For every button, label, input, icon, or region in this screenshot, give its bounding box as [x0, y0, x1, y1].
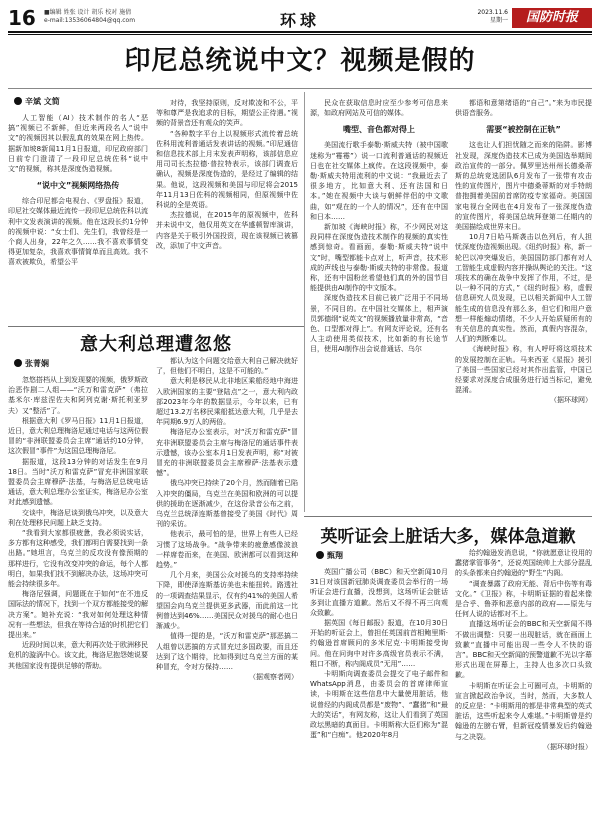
article2-credit: （据观察者网）: [249, 673, 298, 682]
date-info: [438, 9, 508, 25]
article1-column-2: [156, 98, 298, 322]
column-divider: [304, 92, 305, 512]
paragraph: 民众在获取信息时应至少参考可信息来源，如政府网站及可信的媒体。: [310, 99, 448, 118]
article1-subhead-3: 需要“被控制在正轨”: [486, 125, 561, 135]
paragraph: 英国广播公司（BBC）和天空新闻10月31日对该国新冠肺炎调查委员会举行的一场听证会进行直播，没想到，这场听证会脏话多到让直播方道歉。然后又不得不再三向观众致歉。: [310, 568, 448, 617]
article1-column-1: [8, 94, 148, 322]
date-line: 2023.11.6: [477, 9, 508, 16]
paragraph: 都认为这个问题交给意大利自己解决就好了，但他们不明白，这是不可能的。”: [156, 357, 298, 376]
paragraph: 新加坡《海峡时报》称，不少网民对这段同样在深度伪造技术制作的视频的真实性感到惊奇。看画面，泰勒·斯威夫特“说中文”时，嘴型都能卡点对上，听声音，技术形成的声线也与泰勒·斯威夫特的非常像。报道称，还有中国粉丝希望他们真的外的国节目能提供由AI制作的中文版本。: [310, 223, 448, 293]
article1-subhead-1: “说中文”视频网络热传: [36, 181, 120, 191]
article1-credit: （据环球网）: [550, 396, 592, 405]
article3-column-2: [455, 548, 592, 828]
paragraph: 根据意大利《罗马日报》11月1日报道，近日，意大利总理梅洛尼通过电话与这两位假冒的“非洲联盟委员会主席”通话约10分钟，这次假冒“事件”为这国总理梅洛尼。: [8, 416, 148, 456]
paragraph: 都语和意第绪语的“自己”。”来为市民提供语音服务。: [455, 99, 592, 118]
article2-byline: [14, 358, 148, 369]
article1-column-3: [310, 98, 448, 516]
byline-bullet-icon: [14, 97, 22, 105]
paragraph: 俄乌冲突已持续了20个月，然而随着已陷入冲突的僵局，乌克兰在美国和欧洲的可以提供的援助在逐渐减少，在这份录音公布之前，乌克兰总统泽连斯基曾接受了美国《时代》周刊的采访。: [156, 479, 298, 529]
article1-byline-text: 辛斌 文简: [25, 97, 60, 106]
paragraph: 值得一提的是，“沃万和雷克萨”那恶搞二人组曾以恶搞的方式冒充过多国政要，而且还达到了这个期待，比如得到过乌克兰方面的某种冒充，令对方保持……: [156, 632, 298, 672]
paragraph: “调查暴露了政府无能、背后中伤等有毒文化。”《卫报》称，卡明斯证据的看起来像是合乎、鲁莽和恶意内部的政府——原先与任何人说的话都对不上。: [455, 579, 592, 619]
article3-title: 英听证会上脏话大多，媒体急道歉: [320, 527, 576, 547]
paragraph: 据报道，这段13分钟的对话发生在9月18日。当时“沃万和雷克萨”冒充非洲国家联盟委员会主席穆萨·法基，与梅洛尼总统电话通话，意大利总理办公室证实，梅洛尼办公室对此感到遗憾。: [8, 457, 148, 507]
page-number: 16: [8, 6, 36, 30]
article2-top-rule: [8, 326, 304, 327]
article2-byline-text: 张菁娴: [25, 359, 49, 368]
paragraph: 综合印尼都会电视台、《罗盘报》报道，印尼社交媒体最近流传一段印尼总统佐科以流利中文发表演讲的视频。他在这段长约1分钟的视频中说：“女士们、先生们，我曾经是一个商人出身，22年之久……我不喜欢事情变得更加复杂，我喜欢事情简单而且高效。我不喜欢被欺负，希望公平: [8, 197, 148, 267]
article3-column-1: [310, 548, 448, 828]
paragraph: 对待，我坚持原则，反对欺凌和不公，平等和尊严是我追求的目标，期望公正待遇。”视频的背景音还有观众的笑声。: [156, 99, 298, 128]
article1-subhead-2: 嘴型、音色都对得上: [343, 125, 415, 135]
header-rule: [8, 31, 592, 33]
article2-title: 意大利总理遭忽悠: [80, 334, 232, 355]
paragraph: “各种数字平台上以视频形式流传着总统佐科用流利普通话发表讲话的视频。”印尼通信和信息技术部上月末发表声明称，该部信息应用司司长杰拉德·普拉特表示，该部门调查后确认，视频是深度伪造的，是经过了编辑的结果。他说，这段视频和美国与印尼将会2015年11月13日佐科的视频相同，但原视频中佐科说的全是英语。: [156, 129, 298, 210]
headline-rule: [8, 88, 592, 89]
article3-byline: [316, 550, 448, 561]
byline-bullet-icon: [316, 551, 324, 559]
article1-byline: [14, 96, 148, 107]
paragraph: 10月7日哈马斯袭击以色列后，有人担忧深度伪造视频出现。《纽约时报》称，新一轮巴以冲突爆发后，美国国防部门都有对人工智能生成虚假内容并操纵舆论的关注。“这项技术的确在战争中发挥了作用，不过，是以一种不同的方式，”《纽约时报》称，虚假信息研究人员发现，已以相关新闻中人工智能生成的信息没有那么多，但它们和用户意想一样能煽动情绪，不少人开始质疑所有的有关信息的真实性。然而，真假内容混杂，人们的判断难以。: [455, 233, 592, 344]
paragraph: “我看到大家都很疲惫，我必须说实话，多方都有这种感受，我们都明白需要找到一条出路。”她坦言，乌克兰的反攻没有像预期的那样进行，它没有改变冲突的命运，每个人都明白，如果我们找不到解决办法，这场冲突可能会持续很多年。: [8, 529, 148, 589]
byline-bullet-icon: [14, 359, 22, 367]
paragraph: 给约翰逊发消息说，“你就愿意让役用的蠢猪掌管事务”，还说英国统帅上大部分混乱的头条都来自约翰逊的“野生”内阁。: [455, 549, 592, 578]
article3-top-rule: [304, 516, 592, 517]
paragraph: 意大利是移民从北非地区乘船经地中海进入欧洲国家的主要“登陆点”之一，意大利内政部2023年今年的数据显示，今年以来，已有超过13.2万名移民乘船抵达意大利，几乎是去年同期6.9万人的两倍。: [156, 377, 298, 427]
email-line: e-mail:13536064804@qq.com: [44, 17, 136, 24]
paragraph: 忽悠搭档从上到发现要的视频，俄罗斯政治恶作剧二人组——“沃万和雷克萨”（弗拉基米尔·库兹涅佐夫和阿列克谢·斯托利亚罗夫）又“整活”了。: [8, 376, 148, 415]
editor-info: [44, 9, 135, 25]
paragraph: 据英国《每日邮报》报道，在10月30日开始的听证会上，曾担任英国前首相鲍里斯·约翰逊首席顾问的多米尼克·卡明斯接受询问。他在问询中对许多高级官员表示不满，粗口不断，称内阁成员“无用”……: [310, 619, 448, 668]
article1-column-4: [455, 98, 592, 518]
paragraph: 近段时间以来，意大利再次处于欧洲移民危机的漩涡中心。该文此，梅洛尼抱怨她说要其他国家没有提供足够的帮助。: [8, 641, 148, 670]
article2-column-2: [156, 356, 298, 828]
paragraph: 人工智能（AI）技术制作的名人“恶搞”视频已不新鲜，但近来两段名人“说中文”的视频因其以假乱真的效果在网上热传。据新加坡8新闻11月1日报道，印尼政府部门日前专门澄清了一段印尼总统佐科“说中文”的视频，称其是深度伪造视频。: [8, 114, 148, 174]
paragraph: 这也让人们担忧随之而来的陷阱。影博社发现，深度伪造技术已成为美国选举期间政治宣传的一部分。佩罗里达州州长德桑蒂斯的总统竞选团队6月发布了一张带有攻击性的宣传图片，图片中德桑蒂斯的对手特朗普抱拥着美国前首席防疫专家福奇。美国国家电视台全网也在4月发布了一张深度伪造的宣传图片，将美国总统拜登第二任期内的美国描绘成世界末日。: [455, 141, 592, 232]
weekday-line: 星期一: [489, 17, 508, 24]
paragraph: 《海峡时报》称，有人呼吁将这项技术的发展控制在正轨。马来西亚《星报》援引了美国一些国家已经对其作出监管，中国已经要求对深度合成服务进行适当标记，避免混淆。: [455, 345, 592, 395]
paragraph: 杰拉德说，在2015年的原视频中，佐科并未说中文，他仅用英文在华盛顿智库演讲，内容是关于吸引外国投资，现在该视频已被篡改，添加了中文声音。: [156, 211, 298, 250]
editor-line: ■编辑 姓张 设计 胡乐 校对 施倩: [44, 9, 132, 16]
paragraph: 深度伪造技术目前已被广泛用于不同场景，不同目的。在中国社交媒体上，相声演员郭德纲“说英文”的视频播放量非常高，“音色、口型都对得上”。有网友评论说，还有名人主动使用类似技术，比如新的有长途节目，使用AI制作出会说普通话、乌尔: [310, 294, 448, 354]
main-headline: 印尼总统说中文？视频是假的: [124, 46, 476, 76]
paragraph: 卡明斯在听证会上可圈可点，卡明斯的宣言掀起政治争议，当时，然而，大多数人的反应是：“卡明斯用的都是非常典型的英式脏话，这些听起来令人难堪。”卡明斯曾是约翰逊的左膀右臂，但新冠疫情暴发后约翰逊与之决裂。: [455, 681, 592, 741]
newspaper-logo: 国防时报: [512, 8, 592, 28]
paragraph: 梅洛尼强调，问题既在于如何“在不违反国际法的情况下，找到一个双方都能接受的解决方案”。她补充说：“我对如何处理这种情况有一些想法，但我在等待合适的时机把它们提出来。”: [8, 590, 148, 640]
paragraph: 梅洛尼办公室表示，对“沃万和雷克萨”冒充非洲联盟委员会主席与梅洛尼的通话事件表示遗憾，该办公室本月1日发表声明，称“对被冒充的非洲联盟委员会主席穆萨·法基表示遗憾”。: [156, 428, 298, 478]
header-rule-thin: [8, 34, 592, 35]
paragraph: 美国流行歌手泰勒·斯威夫特（被中国歌迷称为“霉霉”）说一口流利普通话的视频近日也在社交媒体上疯传。在这段视频中，泰勒·斯威夫特用流利的中文说：“我最近去了很多地方，比如意大利、还有法国和日本。”她在视频中大谈与朝鲜伴侣的中文歌曲，如“观在的一个人的情况”，还有在中国和日本……: [310, 141, 448, 221]
paragraph: 直播这场听证会的BBC和天空新闻不得不做出调整：只要一出现脏话，就在画面上致歉“直播中可能出现一些令人不快的语言”。BBC和天空新闻的预警道歉不光以字幕形式出现在屏幕上，主持人也多次口头致歉。: [455, 620, 592, 680]
article3-credit: （据环球时报）: [543, 742, 592, 751]
paragraph: 几个月来，美国公众对援乌的支持率持续下降，即使泽连斯基访美也未能扭转。路透社的一项调查结果显示，仅有约41%的美国人希望国会向乌克兰提供更多武器，而此前这一比例曾达到46%……美国民众对援乌的耐心也日渐减少。: [156, 571, 298, 631]
paragraph: 交谈中，梅洛尼谈到俄乌冲突，以及意大利在处理移民问题上缺乏支持。: [8, 508, 148, 527]
paragraph: 卡明斯向调查委员会提交了电子邮件和WhatsApp消息，由委员会的首席律师宣读，卡明斯在这些信息中大量使用脏话，他说曾经的内阁成员都是“废物”、“蠢猪”和“最大的笑话”，有网友称，这让人们看到了英国政坛黑暗的真面目。卡明斯称大臣们称为“混蛋”和“白痴”。他2020年8月: [310, 670, 448, 740]
article3-byline-text: 甄翔: [327, 551, 343, 560]
paragraph: 他表示，最可怕的是，世界上有些人已经习惯了这场战争。“战争带来的疲惫感像波浪一样席卷而来，在美国、欧洲都可以看到这种趋势。”: [156, 530, 298, 570]
section-title: 环球: [280, 11, 321, 30]
article2-column-1: [8, 356, 148, 828]
